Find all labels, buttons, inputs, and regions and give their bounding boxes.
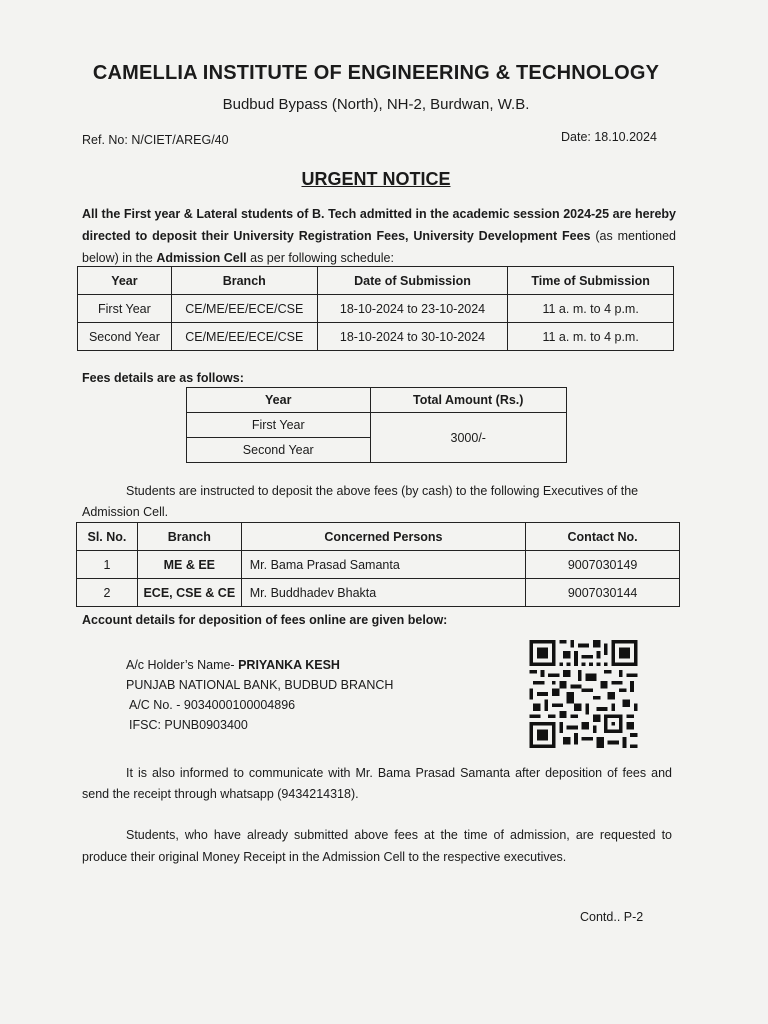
- table-cell: ME & EE: [137, 551, 241, 579]
- table-cell: 2: [77, 579, 138, 607]
- bank-name: PUNJAB NATIONAL BANK, BUDBUD BRANCH: [126, 678, 394, 692]
- account-holder-prefix: A/c Holder’s Name-: [126, 658, 239, 672]
- institute-address: Budbud Bypass (North), NH-2, Burdwan, W.B.: [222, 96, 530, 113]
- table-cell: 11 a. m. to 4 p.m.: [508, 323, 674, 351]
- notice-date: Date: 18.10.2024: [561, 130, 657, 144]
- table-header: Total Amount (Rs.): [370, 388, 567, 413]
- intro-text: (as mentioned below) in the: [82, 229, 676, 265]
- schedule-table: [77, 266, 674, 351]
- table-cell: 18-10-2024 to 23-10-2024: [317, 295, 508, 323]
- table-header: Concerned Persons: [241, 523, 525, 551]
- table-cell: CE/ME/EE/ECE/CSE: [171, 295, 317, 323]
- table-cell: Second Year: [78, 323, 172, 351]
- account-details: [126, 655, 393, 735]
- account-number: A/C No. - 9034000100004896: [129, 698, 296, 712]
- account-label: Account details for deposition of fees online are given below:: [82, 613, 448, 627]
- instruction-paragraph: Students are instructed to deposit the above fees (by cash) to the following Executives of the Admission Cell.: [82, 484, 639, 519]
- intro-bold-text: All the First year & Lateral students of B. Tech admitted in the academic session 2024-25 are hereby directed to deposit their University Registration Fees, University Development Fees: [82, 207, 676, 243]
- table-row: [187, 413, 567, 438]
- table-cell: 18-10-2024 to 30-10-2024: [317, 323, 508, 351]
- table-header-row: [187, 388, 567, 413]
- table-row: [77, 579, 680, 607]
- table-row: [78, 295, 674, 323]
- table-header: Time of Submission: [508, 267, 674, 295]
- table-header: Date of Submission: [317, 267, 508, 295]
- table-cell: Second Year: [187, 438, 371, 463]
- table-header-row: [77, 523, 680, 551]
- notice-title: URGENT NOTICE: [301, 169, 451, 189]
- table-cell: First Year: [78, 295, 172, 323]
- table-header: Branch: [171, 267, 317, 295]
- reference-number: Ref. No: N/CIET/AREG/40: [82, 133, 229, 147]
- table-row: [78, 323, 674, 351]
- table-cell: 9007030144: [526, 579, 680, 607]
- fees-table: [186, 387, 567, 463]
- continued-marker: Contd.. P-2: [580, 910, 644, 924]
- intro-tail-text: as per following schedule:: [246, 251, 394, 265]
- table-cell: CE/ME/EE/ECE/CSE: [171, 323, 317, 351]
- qr-code-icon: [527, 640, 640, 748]
- institute-name: CAMELLIA INSTITUTE OF ENGINEERING & TECHNOLOGY: [92, 62, 660, 84]
- intro-paragraph: [82, 203, 676, 269]
- table-cell: First Year: [187, 413, 371, 438]
- table-header: Contact No.: [526, 523, 680, 551]
- table-cell: 11 a. m. to 4 p.m.: [508, 295, 674, 323]
- table-header: Year: [187, 388, 371, 413]
- account-holder-name: PRIYANKA KESH: [238, 658, 340, 672]
- table-header: Sl. No.: [77, 523, 138, 551]
- fee-amount: 3000/-: [370, 413, 567, 463]
- table-header-row: [78, 267, 674, 295]
- table-cell: Mr. Bama Prasad Samanta: [241, 551, 525, 579]
- table-header: Year: [78, 267, 172, 295]
- account-holder: [126, 655, 393, 675]
- admission-cell-text: Admission Cell: [156, 251, 247, 265]
- table-cell: 1: [77, 551, 138, 579]
- ifsc-code: IFSC: PUNB0903400: [129, 718, 248, 732]
- table-cell: 9007030149: [526, 551, 680, 579]
- receipt-note: Students, who have already submitted above fees at the time of admission, are requested to produce their original Money Receipt in the Admission Cell to the respective executives.: [82, 828, 672, 864]
- table-header: Branch: [137, 523, 241, 551]
- whatsapp-note: It is also informed to communicate with Mr. Bama Prasad Samanta after deposition of fees and send the receipt through whatsapp (9434214318).: [82, 766, 672, 801]
- fees-label: Fees details are as follows:: [82, 371, 244, 385]
- table-cell: ECE, CSE & CE: [137, 579, 241, 607]
- table-row: [77, 551, 680, 579]
- executives-table: [76, 522, 680, 607]
- table-cell: Mr. Buddhadev Bhakta: [241, 579, 525, 607]
